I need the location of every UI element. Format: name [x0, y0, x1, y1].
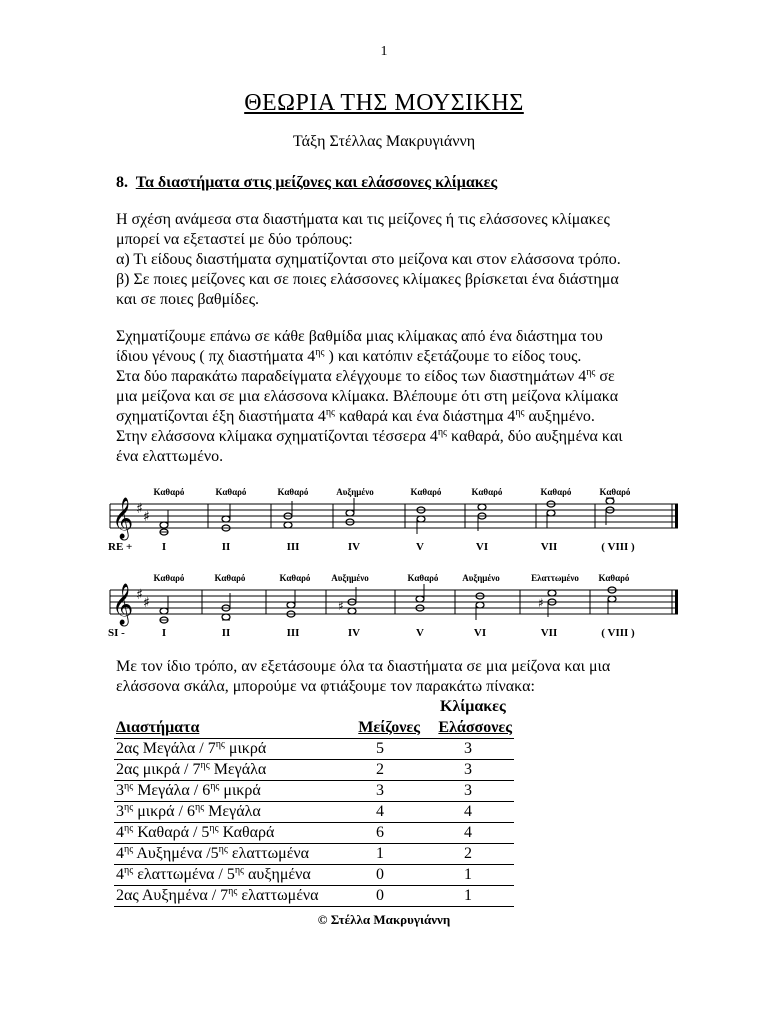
minor-count: 4 — [422, 823, 514, 844]
body-line: ίδιου γένους ( πχ διαστήματα $4^{\eta\varsigma}$ ) και κατόπιν εξετάζουμε το είδος τους. — [116, 347, 582, 365]
table-row — [114, 802, 514, 823]
interval-name: $3^{\eta\varsigma}$ μικρά / $6^{\eta\varsigma}$ Μεγάλα — [114, 802, 338, 823]
minor-count: 1 — [422, 886, 514, 907]
degree-label: VI — [473, 627, 487, 639]
after-paragraph — [116, 657, 716, 697]
degree-label: III — [286, 627, 300, 639]
degree-labels — [162, 541, 635, 553]
col-header-interval: Διαστήματα — [114, 718, 338, 739]
interval-label: Καθαρό — [407, 573, 439, 583]
interval-label: Καθαρό — [410, 487, 442, 497]
page-subtitle: Τάξη Στέλλας Μακρυγιάννη — [292, 133, 476, 150]
sharp-icon: ♯ — [338, 599, 344, 613]
interval-label: Καθαρό — [279, 573, 311, 583]
degree-label: I — [161, 541, 167, 553]
minor-count: 1 — [422, 865, 514, 886]
interval-label: Καθαρό — [540, 487, 572, 497]
table-header-row — [114, 718, 514, 739]
interval-name: 2ας Αυξημένα / $7^{\eta\varsigma}$ ελαττωμένα — [114, 886, 338, 907]
music-staff-d-major — [108, 484, 684, 556]
section-heading — [116, 174, 497, 192]
col-header-major: Μείζονες — [338, 718, 422, 739]
major-count: 1 — [338, 844, 422, 865]
interval-label: Αυξημένο — [462, 573, 500, 583]
page-number: 1 — [380, 44, 388, 59]
interval-label: Ελαττωμένο — [531, 573, 579, 583]
key-label: SI - — [108, 627, 125, 639]
degree-label: V — [416, 627, 424, 639]
degree-label: I — [161, 627, 167, 639]
degree-label: IV — [347, 627, 361, 639]
degree-label: ( VIII ) — [601, 541, 635, 553]
final-barline — [675, 590, 678, 614]
minor-count: 3 — [422, 781, 514, 802]
intro-line: μπορεί να εξεταστεί με δύο τρόπους: — [116, 231, 353, 248]
table-group-header: Κλίμακες — [440, 698, 506, 715]
page-title: ΘΕΩΡΙΑ ΤΗΣ ΜΟΥΣΙΚΗΣ — [244, 90, 524, 116]
music-staff-b-minor — [108, 570, 684, 642]
major-count: 5 — [338, 739, 422, 760]
body-paragraph — [116, 327, 716, 467]
body-line: μια μείζονα και σε μια ελάσσονα κλίμακα. Βλέπουμε ότι στη μείζονα κλίμακα — [116, 388, 619, 405]
sharp-icon: ♯ — [538, 596, 544, 610]
interval-label: Καθαρό — [153, 573, 185, 583]
intro-line: Η σχέση ανάμεσα στα διαστήματα και τις μείζονες ή τις ελάσσονες κλίμακες — [116, 211, 610, 228]
degree-label: V — [416, 541, 424, 553]
interval-label: Καθαρό — [277, 487, 309, 497]
interval-name: 2ας μικρά / $7^{\eta\varsigma}$ Μεγάλα — [114, 760, 338, 781]
staff-lines — [110, 590, 678, 614]
interval-label: Καθαρό — [153, 487, 185, 497]
interval-label: Καθαρό — [598, 573, 630, 583]
col-header-minor: Ελάσσονες — [422, 718, 514, 739]
minor-count: 4 — [422, 802, 514, 823]
staff-lines — [110, 504, 678, 528]
intro-line: α) Τι είδους διαστήματα σχηματίζονται στο μείζονα και στον ελάσσονα τρόπο. — [116, 251, 621, 268]
intervals-table — [114, 718, 514, 907]
interval-label: Αυξημένο — [336, 487, 374, 497]
body-line: ένα ελαττωμένο. — [116, 448, 224, 465]
major-count: 6 — [338, 823, 422, 844]
interval-label: Αυξημένο — [331, 573, 369, 583]
major-count: 4 — [338, 802, 422, 823]
degree-label: ( VIII ) — [601, 627, 635, 639]
body-line: Σχηματίζουμε επάνω σε κάθε βαθμίδα μιας κλίμακας από ένα διάστημα του — [116, 328, 603, 345]
minor-count: 3 — [422, 739, 514, 760]
degree-label: VII — [540, 541, 558, 553]
major-count: 2 — [338, 760, 422, 781]
degree-label: IV — [347, 541, 361, 553]
table-row — [114, 760, 514, 781]
after-line: ελάσσονα σκάλα, μπορούμε να φτιάξουμε τον παρακάτω πίνακα: — [116, 678, 535, 695]
sharp-icon: ♯ — [136, 587, 143, 603]
copyright-footer: © Στέλλα Μακρυγιάννη — [317, 912, 451, 927]
interval-name: $4^{\eta\varsigma}$ ελαττωμένα / $5^{\eta\varsigma}$ αυξημένα — [114, 865, 338, 886]
interval-label: Καθαρό — [471, 487, 503, 497]
major-count: 0 — [338, 886, 422, 907]
staff-labels — [154, 487, 631, 497]
minor-count: 3 — [422, 760, 514, 781]
table-row — [114, 823, 514, 844]
interval-name: $3^{\eta\varsigma}$ Μεγάλα / $6^{\eta\varsigma}$ μικρά — [114, 781, 338, 802]
final-barline — [675, 504, 678, 528]
table-row — [114, 865, 514, 886]
interval-name: $4^{\eta\varsigma}$ Αυξημένα $/5^{\eta\varsigma}$ ελαττωμένα — [114, 844, 338, 865]
degree-labels — [162, 627, 635, 639]
body-line: σχηματίζονται έξη διαστήματα $4^{\eta\varsigma}$ καθαρά και ένα διάστημα $4^{\eta\varsigma}$ αυξημένο. — [116, 407, 595, 425]
treble-clef-icon: 𝄞 — [112, 584, 134, 625]
key-label: RE + — [108, 541, 133, 553]
interval-name: 2ας Μεγάλα / $7^{\eta\varsigma}$ μικρά — [114, 739, 338, 760]
body-line: Στα δύο παρακάτω παραδείγματα ελέγχουμε το είδος των διαστημάτων $4^{\eta\varsigma}$ σε — [116, 367, 615, 385]
body-line: Στην ελάσσονα κλίμακα σχηματίζονται τέσσερα $4^{\eta\varsigma}$ καθαρά, δύο αυξημένα και — [116, 427, 623, 445]
interval-name: $4^{\eta\varsigma}$ Καθαρά / $5^{\eta\varsigma}$ Καθαρά — [114, 823, 338, 844]
sharp-icon: ♯ — [143, 595, 150, 611]
degree-label: III — [286, 541, 300, 553]
table-row — [114, 739, 514, 760]
major-count: 0 — [338, 865, 422, 886]
treble-clef-icon: 𝄞 — [112, 498, 134, 539]
table-row — [114, 886, 514, 907]
after-line: Με τον ίδιο τρόπο, αν εξετάσουμε όλα τα διαστήματα σε μια μείζονα και μια — [116, 658, 611, 675]
degree-label: VI — [475, 541, 489, 553]
degree-label: VII — [540, 627, 558, 639]
interval-label: Καθαρό — [214, 573, 246, 583]
staff-labels — [154, 573, 630, 583]
interval-label: Καθαρό — [599, 487, 631, 497]
major-count: 3 — [338, 781, 422, 802]
degree-label: II — [221, 541, 231, 553]
section-number: 8. — [116, 174, 128, 191]
sharp-icon: ♯ — [143, 509, 150, 525]
interval-label: Καθαρό — [215, 487, 247, 497]
intro-line: και σε ποιες βαθμίδες. — [116, 291, 260, 308]
table-row — [114, 844, 514, 865]
sharp-icon: ♯ — [136, 501, 143, 517]
degree-label: II — [221, 627, 231, 639]
intro-paragraph — [116, 210, 716, 310]
minor-count: 2 — [422, 844, 514, 865]
section-title: Τα διαστήματα στις μείζονες και ελάσσονες κλίμακες — [135, 174, 498, 191]
table-row — [114, 781, 514, 802]
intro-line: β) Σε ποιες μείζονες και σε ποιες ελάσσονες κλίμακες βρίσκεται ένα διάστημα — [116, 271, 619, 288]
